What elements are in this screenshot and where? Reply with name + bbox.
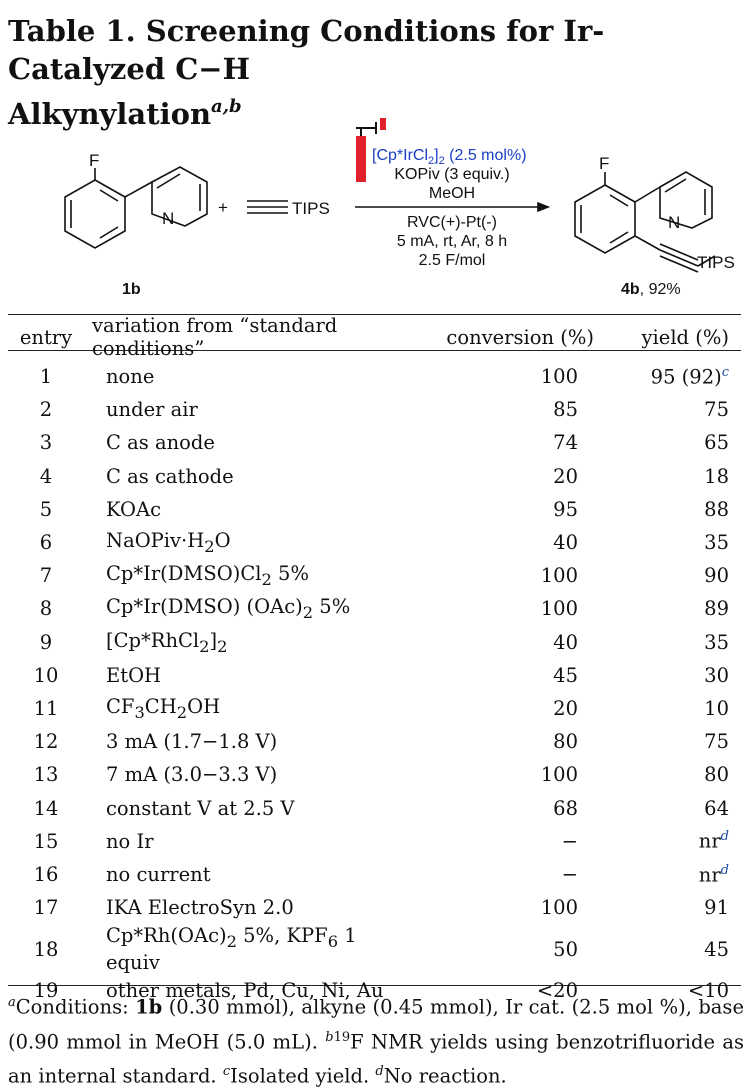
variation-variation: Cp*Rh(OAc) bbox=[106, 924, 227, 948]
cell-variation bbox=[84, 758, 408, 791]
cell-variation bbox=[84, 360, 408, 393]
cell-conversion: 100 bbox=[540, 763, 578, 787]
header-yield: yield (%) bbox=[641, 325, 729, 349]
table-row bbox=[8, 891, 741, 924]
cell-entry: 9 bbox=[39, 630, 53, 654]
product-tips-label: TIPS bbox=[697, 253, 735, 272]
cell-entry: 15 bbox=[33, 829, 59, 853]
cell-variation bbox=[84, 493, 408, 526]
cell-entry: 13 bbox=[33, 763, 59, 787]
variation-variation: none bbox=[106, 365, 155, 389]
reaction-arrowhead bbox=[538, 203, 548, 211]
variation-variation-tail: O bbox=[214, 529, 231, 553]
table-row bbox=[8, 526, 741, 559]
variation-variation-sub: 2 bbox=[261, 570, 272, 590]
variation-variation: constant V at 2.5 V bbox=[106, 796, 295, 820]
yield-value: 45 bbox=[704, 937, 729, 961]
variation-variation: [Cp*RhCl bbox=[106, 628, 200, 652]
product-compound-label: 4b, 92% bbox=[621, 281, 681, 298]
footnote-a-compound: 1b bbox=[135, 995, 163, 1019]
table-title-line2: Alkynylation$^{a,b}$ bbox=[8, 96, 242, 131]
variation-variation-sub2: 6 bbox=[327, 932, 339, 952]
cell-yield bbox=[624, 559, 741, 592]
yield-value: 95 (92) bbox=[650, 365, 722, 389]
yield-value: 64 bbox=[704, 796, 729, 820]
variation-variation-sub2: 2 bbox=[176, 702, 188, 722]
variation-variation-sub2: 2 bbox=[217, 636, 228, 656]
footnote-b-mark: b bbox=[325, 1029, 334, 1045]
cell-conversion: 80 bbox=[553, 730, 578, 754]
title-footnote-marks: a,b bbox=[211, 96, 242, 117]
cell-entry: 5 bbox=[39, 497, 53, 521]
table-row bbox=[8, 360, 741, 393]
cell-variation bbox=[84, 526, 408, 559]
electrodes-label: RVC(+)-Pt(-) bbox=[407, 214, 497, 231]
cell-conversion: − bbox=[561, 829, 578, 853]
cell-variation bbox=[84, 592, 408, 625]
cell-entry: 10 bbox=[33, 663, 59, 687]
yield-value: 35 bbox=[704, 531, 729, 555]
cell-conversion: 20 bbox=[553, 696, 578, 720]
charge-label: 2.5 F/mol bbox=[418, 252, 486, 269]
variation-variation: 7 mA (3.0−3.3 V) bbox=[106, 763, 278, 787]
table-row bbox=[8, 426, 741, 459]
variation-variation: no Ir bbox=[106, 829, 154, 853]
cell-entry: 1 bbox=[39, 365, 53, 389]
table-row bbox=[8, 725, 741, 758]
table-row bbox=[8, 791, 741, 824]
alkyne-triple-bond bbox=[247, 201, 288, 213]
cell-conversion: − bbox=[561, 862, 578, 886]
cell-yield bbox=[624, 393, 741, 426]
variation-variation-sub: 2 bbox=[204, 536, 215, 556]
cell-yield bbox=[624, 825, 741, 858]
cell-yield bbox=[624, 626, 741, 659]
variation-variation: KOAc bbox=[106, 497, 162, 521]
cell-yield bbox=[624, 426, 741, 459]
cell-entry: 2 bbox=[39, 398, 53, 422]
yield-value: 88 bbox=[704, 497, 729, 521]
cell-conversion: 20 bbox=[553, 464, 578, 488]
yield-footnote-mark: d bbox=[720, 862, 729, 878]
yield-value: 91 bbox=[704, 896, 729, 920]
cell-entry: 16 bbox=[33, 862, 59, 886]
cell-conversion: 100 bbox=[540, 564, 578, 588]
cell-conversion: 45 bbox=[553, 663, 578, 687]
yield-value: 75 bbox=[704, 398, 729, 422]
footnote-d-mark: d bbox=[375, 1064, 384, 1079]
footnote-a-mark: a bbox=[8, 995, 16, 1010]
yield-value: nr bbox=[698, 863, 721, 887]
yield-value: 80 bbox=[704, 763, 729, 787]
yield-value: 89 bbox=[704, 597, 729, 621]
variation-variation: IKA ElectroSyn 2.0 bbox=[106, 896, 294, 920]
table-row bbox=[8, 659, 741, 692]
cell-conversion: 68 bbox=[553, 796, 578, 820]
yield-value: 90 bbox=[704, 564, 729, 588]
table-body bbox=[8, 360, 741, 1007]
cell-entry: 7 bbox=[39, 564, 53, 588]
cell-conversion: 74 bbox=[553, 431, 578, 455]
variation-variation: C as anode bbox=[106, 431, 215, 455]
cell-conversion: 95 bbox=[553, 497, 578, 521]
plus-sign: + bbox=[218, 198, 228, 217]
cell-yield bbox=[624, 460, 741, 493]
conditions-label: 5 mA, rt, Ar, 8 h bbox=[396, 233, 508, 250]
table-row bbox=[8, 393, 741, 426]
catalyst-label: $[Cp*IrCl_2]_2$ (2.5 mol%) bbox=[372, 147, 527, 167]
cell-conversion: 100 bbox=[540, 597, 578, 621]
cell-variation bbox=[84, 725, 408, 758]
table-row bbox=[8, 924, 741, 974]
variation-variation: EtOH bbox=[106, 663, 162, 687]
table-row bbox=[8, 758, 741, 791]
cell-conversion: 40 bbox=[553, 630, 578, 654]
variation-variation-tail: CH bbox=[144, 695, 177, 719]
cell-variation bbox=[84, 460, 408, 493]
product-fluorine-label: F bbox=[599, 154, 610, 173]
header-conversion: conversion (%) bbox=[446, 325, 594, 349]
variation-variation: Cp*Ir(DMSO)Cl bbox=[106, 562, 262, 586]
footnote-b-text: F NMR yields using benzotrifluoride as an internal standard. bbox=[8, 1030, 744, 1088]
variation-variation: C as cathode bbox=[106, 464, 234, 488]
cell-entry: 11 bbox=[33, 696, 59, 720]
cell-variation bbox=[84, 791, 408, 824]
table-row bbox=[8, 559, 741, 592]
yield-value: 30 bbox=[704, 663, 729, 687]
yield-value: 10 bbox=[704, 696, 729, 720]
table-footnotes bbox=[8, 988, 744, 1092]
cell-yield bbox=[624, 526, 741, 559]
header-variation: variation from “standard conditions” bbox=[92, 314, 338, 360]
cell-conversion: 100 bbox=[540, 365, 578, 389]
cell-entry: 3 bbox=[39, 431, 53, 455]
substrate-fluorine-label: F bbox=[89, 151, 100, 170]
cell-yield bbox=[624, 924, 741, 974]
footnote-b-isotope: 19 bbox=[333, 1029, 351, 1045]
cell-yield bbox=[624, 758, 741, 791]
table-title-line1: Table 1. Screening Conditions for Ir-Catalyzed C−H bbox=[8, 14, 605, 86]
cell-yield bbox=[624, 858, 741, 891]
cell-yield bbox=[624, 659, 741, 692]
header-entry: entry bbox=[19, 325, 73, 349]
cell-conversion: 40 bbox=[553, 531, 578, 555]
cell-yield bbox=[624, 725, 741, 758]
cell-conversion: 85 bbox=[553, 398, 578, 422]
cell-variation bbox=[84, 659, 408, 692]
cell-entry: 4 bbox=[39, 464, 53, 488]
table-row bbox=[8, 626, 741, 659]
variation-variation-tail: 5% bbox=[313, 595, 351, 619]
table-row bbox=[8, 692, 741, 725]
cell-entry: 12 bbox=[33, 730, 59, 754]
variation-variation: CF bbox=[106, 695, 135, 719]
variation-variation: under air bbox=[106, 398, 198, 422]
footnote-c-text: Isolated yield. bbox=[230, 1064, 376, 1088]
cell-variation bbox=[84, 626, 408, 659]
variation-variation-tail: ] bbox=[209, 628, 218, 652]
cell-yield bbox=[624, 360, 741, 393]
footnote-a-text-cont: (0.30 mmol), alkyne (0.45 mmol), Ir cat. (2.5 mol %), base (0.90 mmol in MeOH (5.0 mL). bbox=[8, 995, 744, 1053]
cell-yield bbox=[624, 592, 741, 625]
yield-value: 18 bbox=[704, 464, 729, 488]
yield-footnote-mark: d bbox=[720, 829, 729, 845]
cell-variation bbox=[84, 891, 408, 924]
variation-variation-sub: 2 bbox=[302, 603, 314, 623]
variation-variation-tail2: 1 equiv bbox=[106, 924, 357, 975]
yield-value: 35 bbox=[704, 630, 729, 654]
footnote-d-text: No reaction. bbox=[383, 1064, 507, 1088]
cell-entry: 17 bbox=[33, 896, 59, 920]
table-row bbox=[8, 460, 741, 493]
variation-variation-tail2: OH bbox=[187, 695, 221, 719]
product-nitrogen-label: N bbox=[668, 213, 681, 232]
yield-value: 75 bbox=[704, 730, 729, 754]
cell-yield bbox=[624, 692, 741, 725]
cell-yield bbox=[624, 891, 741, 924]
base-reagent-label: KOPiv (3 equiv.) bbox=[394, 166, 510, 183]
substrate-benzene-ring bbox=[65, 168, 125, 248]
variation-variation-sub: 2 bbox=[226, 932, 237, 952]
variation-variation-sub: 2 bbox=[199, 636, 210, 656]
cell-conversion: 100 bbox=[540, 896, 578, 920]
cell-entry: 19 bbox=[33, 979, 59, 1003]
cell-variation bbox=[84, 559, 408, 592]
variation-variation: Cp*Ir(DMSO) (OAc) bbox=[106, 595, 303, 619]
cell-entry: 6 bbox=[39, 531, 53, 555]
screening-table bbox=[8, 314, 741, 1007]
cell-conversion: <20 bbox=[536, 979, 578, 1003]
substrate-compound-label: 1b bbox=[122, 281, 141, 298]
footnote-a-text: Conditions: bbox=[15, 995, 136, 1019]
variation-variation-sub: 3 bbox=[134, 702, 145, 722]
cell-variation bbox=[84, 692, 408, 725]
table-header-row bbox=[8, 314, 741, 360]
cell-variation bbox=[84, 924, 408, 974]
variation-variation: no current bbox=[106, 862, 211, 886]
cell-variation bbox=[84, 825, 408, 858]
yield-footnote-mark: c bbox=[721, 364, 729, 380]
variation-variation-tail: 5%, KPF bbox=[236, 924, 328, 948]
reaction-scheme bbox=[0, 110, 748, 310]
table-row bbox=[8, 825, 741, 858]
cell-yield bbox=[624, 493, 741, 526]
cell-entry: 18 bbox=[33, 937, 59, 961]
variation-variation-tail: 5% bbox=[271, 562, 309, 586]
table-row bbox=[8, 592, 741, 625]
cell-variation bbox=[84, 393, 408, 426]
variation-variation: NaOPiv·H bbox=[106, 529, 205, 553]
cell-entry: 14 bbox=[33, 796, 59, 820]
cell-conversion: 50 bbox=[553, 937, 578, 961]
alkyne-tips-label: TIPS bbox=[292, 199, 330, 218]
cell-entry: 8 bbox=[39, 597, 53, 621]
variation-variation: 3 mA (1.7−1.8 V) bbox=[106, 730, 278, 754]
table-row bbox=[8, 858, 741, 891]
variation-variation: other metals, Pd, Cu, Ni, Au bbox=[106, 979, 384, 1003]
footnote-c-mark: c bbox=[222, 1064, 231, 1079]
yield-value: nr bbox=[698, 829, 721, 853]
cell-variation bbox=[84, 426, 408, 459]
cell-yield bbox=[624, 791, 741, 824]
substrate-nitrogen-label: N bbox=[162, 209, 175, 228]
table-row bbox=[8, 493, 741, 526]
cell-variation bbox=[84, 858, 408, 891]
yield-value: <10 bbox=[687, 979, 729, 1003]
solvent-label: MeOH bbox=[428, 185, 476, 202]
product-benzene-ring bbox=[575, 172, 635, 253]
yield-value: 65 bbox=[704, 431, 729, 455]
